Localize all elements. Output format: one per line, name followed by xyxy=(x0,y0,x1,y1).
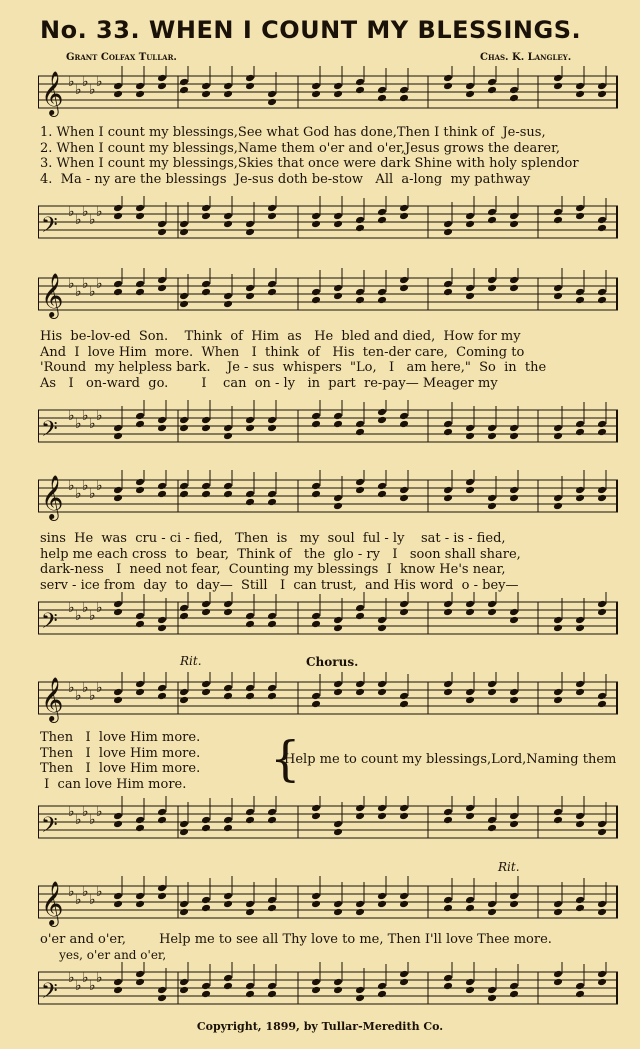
svg-text:𝄢: 𝄢 xyxy=(41,813,58,843)
svg-text:♭: ♭ xyxy=(96,478,103,494)
lyric-line: sins He was cru - ci - fied, Then is my soul ful - ly sat - is - fied, xyxy=(40,531,506,546)
treble-staff-5 xyxy=(38,876,618,936)
svg-text:♭: ♭ xyxy=(68,478,75,494)
bass-staff-3 xyxy=(38,592,618,652)
lyric-line: yes, o'er and o'er, xyxy=(40,947,167,962)
svg-text:𝄞: 𝄞 xyxy=(41,677,64,721)
svg-text:♭: ♭ xyxy=(82,204,89,220)
lyric-line: His be-lov-ed Son. Think of Him as He bled and died, How for my xyxy=(40,329,521,344)
svg-text:♭: ♭ xyxy=(96,680,103,696)
svg-text:♭: ♭ xyxy=(75,284,82,300)
svg-text:♭: ♭ xyxy=(82,680,89,696)
svg-text:♭: ♭ xyxy=(82,276,89,292)
brace: { xyxy=(270,731,301,787)
lyric-line: And I love Him more. When I think of His ten-der care, Coming to xyxy=(40,344,525,360)
svg-text:♭: ♭ xyxy=(96,970,103,986)
hymn-title: No. 33. WHEN I COUNT MY BLESSINGS. xyxy=(40,16,582,44)
svg-text:♭: ♭ xyxy=(96,408,103,424)
svg-text:♭: ♭ xyxy=(89,892,96,908)
chorus-lyric: Help me to count my blessings,Lord,Naming them xyxy=(284,752,617,767)
lyric-line: 'Round my helpless bark. Je - sus whispers "Lo, I am here," So in the xyxy=(40,360,547,375)
svg-text:♭: ♭ xyxy=(89,212,96,228)
svg-text:♭: ♭ xyxy=(82,74,89,90)
copyright-notice: Copyright, 1899, by Tullar-Meredith Co. xyxy=(196,1020,444,1033)
svg-text:𝄢: 𝄢 xyxy=(41,609,58,639)
svg-text:♭: ♭ xyxy=(75,486,82,502)
lyric-line: 1. When I count my blessings,See what God has done,Then I think of Je-sus, xyxy=(40,125,546,140)
svg-text:♭: ♭ xyxy=(89,82,96,98)
lyrics-block-4 xyxy=(40,730,280,792)
svg-text:♭: ♭ xyxy=(96,804,103,820)
lyrics-block-1 xyxy=(40,125,620,187)
lyric-line: 2. When I count my blessings,Name them o'er and o'er,Jesus grows the dearer, xyxy=(40,140,561,156)
lyric-line: Then I love Him more. xyxy=(40,745,201,761)
svg-text:♭: ♭ xyxy=(89,284,96,300)
lyric-line: I can love Him more. xyxy=(40,776,187,792)
composer-credit: Chas. K. Langley. xyxy=(480,52,572,63)
bass-staff-2 xyxy=(38,400,618,460)
svg-text:♭: ♭ xyxy=(82,600,89,616)
svg-text:♭: ♭ xyxy=(75,82,82,98)
svg-text:♭: ♭ xyxy=(75,978,82,994)
lyric-line: serv - ice from day to day— Still I can trust, and His word o - bey— xyxy=(40,577,519,593)
lyric-line: o'er and o'er, Help me to see all Thy love to me, Then I'll love Thee more. xyxy=(40,932,552,947)
svg-text:♭: ♭ xyxy=(89,978,96,994)
svg-text:♭: ♭ xyxy=(68,884,75,900)
svg-text:♭: ♭ xyxy=(96,204,103,220)
svg-text:♭: ♭ xyxy=(96,74,103,90)
bass-staff-1 xyxy=(38,196,618,256)
svg-text:♭: ♭ xyxy=(68,74,75,90)
lyric-line: Then I love Him more. xyxy=(40,730,201,745)
svg-text:𝄞: 𝄞 xyxy=(41,273,64,317)
lyric-line: help me each cross to bear, Think of the glo - ry I soon shall share, xyxy=(40,546,521,562)
svg-text:♭: ♭ xyxy=(68,204,75,220)
svg-text:♭: ♭ xyxy=(82,408,89,424)
svg-text:𝄢: 𝄢 xyxy=(41,213,58,243)
treble-staff-2 xyxy=(38,268,618,328)
svg-text:♭: ♭ xyxy=(75,892,82,908)
svg-text:♭: ♭ xyxy=(89,486,96,502)
bass-staff-4 xyxy=(38,796,618,856)
lyrics-block-5 xyxy=(40,932,620,963)
lyric-line: 3. When I count my blessings,Skies that once were dark Shine with holy splendor xyxy=(40,156,579,171)
svg-text:♭: ♭ xyxy=(68,600,75,616)
svg-text:♭: ♭ xyxy=(68,804,75,820)
lyric-line: dark-ness I need not fear, Counting my blessings I know He's near, xyxy=(40,562,506,577)
svg-text:𝄞: 𝄞 xyxy=(41,881,64,925)
svg-text:♭: ♭ xyxy=(68,408,75,424)
svg-text:𝄢: 𝄢 xyxy=(41,417,58,447)
lyrics-block-3 xyxy=(40,531,620,593)
svg-text:♭: ♭ xyxy=(89,416,96,432)
svg-text:♭: ♭ xyxy=(89,688,96,704)
svg-text:𝄞: 𝄞 xyxy=(41,475,64,519)
svg-text:♭: ♭ xyxy=(75,416,82,432)
treble-staff-3 xyxy=(38,470,618,530)
svg-text:♭: ♭ xyxy=(96,884,103,900)
svg-text:♭: ♭ xyxy=(68,276,75,292)
svg-text:♭: ♭ xyxy=(75,688,82,704)
svg-text:♭: ♭ xyxy=(82,884,89,900)
rit-marking: Rit. xyxy=(498,860,520,874)
svg-text:♭: ♭ xyxy=(82,804,89,820)
treble-staff-4 xyxy=(38,672,618,732)
lyric-line: As I on-ward go. I can on - ly in part re-pay— Meager my xyxy=(40,375,498,391)
lyrics-block-2 xyxy=(40,329,620,391)
treble-staff-1 xyxy=(38,66,618,126)
rit-marking: Rit. xyxy=(180,654,202,668)
svg-text:♭: ♭ xyxy=(82,970,89,986)
lyric-line: 4. Ma - ny are the blessings Je-sus doth be-stow All a-long my pathway xyxy=(40,171,531,187)
svg-text:♭: ♭ xyxy=(68,680,75,696)
svg-text:♭: ♭ xyxy=(68,970,75,986)
svg-text:♭: ♭ xyxy=(96,600,103,616)
chorus-label: Chorus. xyxy=(306,655,359,669)
bass-staff-5 xyxy=(38,962,618,1022)
svg-text:𝄞: 𝄞 xyxy=(41,71,64,115)
svg-text:♭: ♭ xyxy=(82,478,89,494)
svg-text:♭: ♭ xyxy=(89,608,96,624)
svg-text:♭: ♭ xyxy=(75,608,82,624)
svg-text:♭: ♭ xyxy=(75,212,82,228)
svg-text:𝄢: 𝄢 xyxy=(41,979,58,1009)
svg-text:♭: ♭ xyxy=(89,812,96,828)
lyricist-credit: Grant Colfax Tullar. xyxy=(66,52,177,63)
lyric-line: Then I love Him more. xyxy=(40,761,201,776)
svg-text:♭: ♭ xyxy=(75,812,82,828)
svg-text:♭: ♭ xyxy=(96,276,103,292)
